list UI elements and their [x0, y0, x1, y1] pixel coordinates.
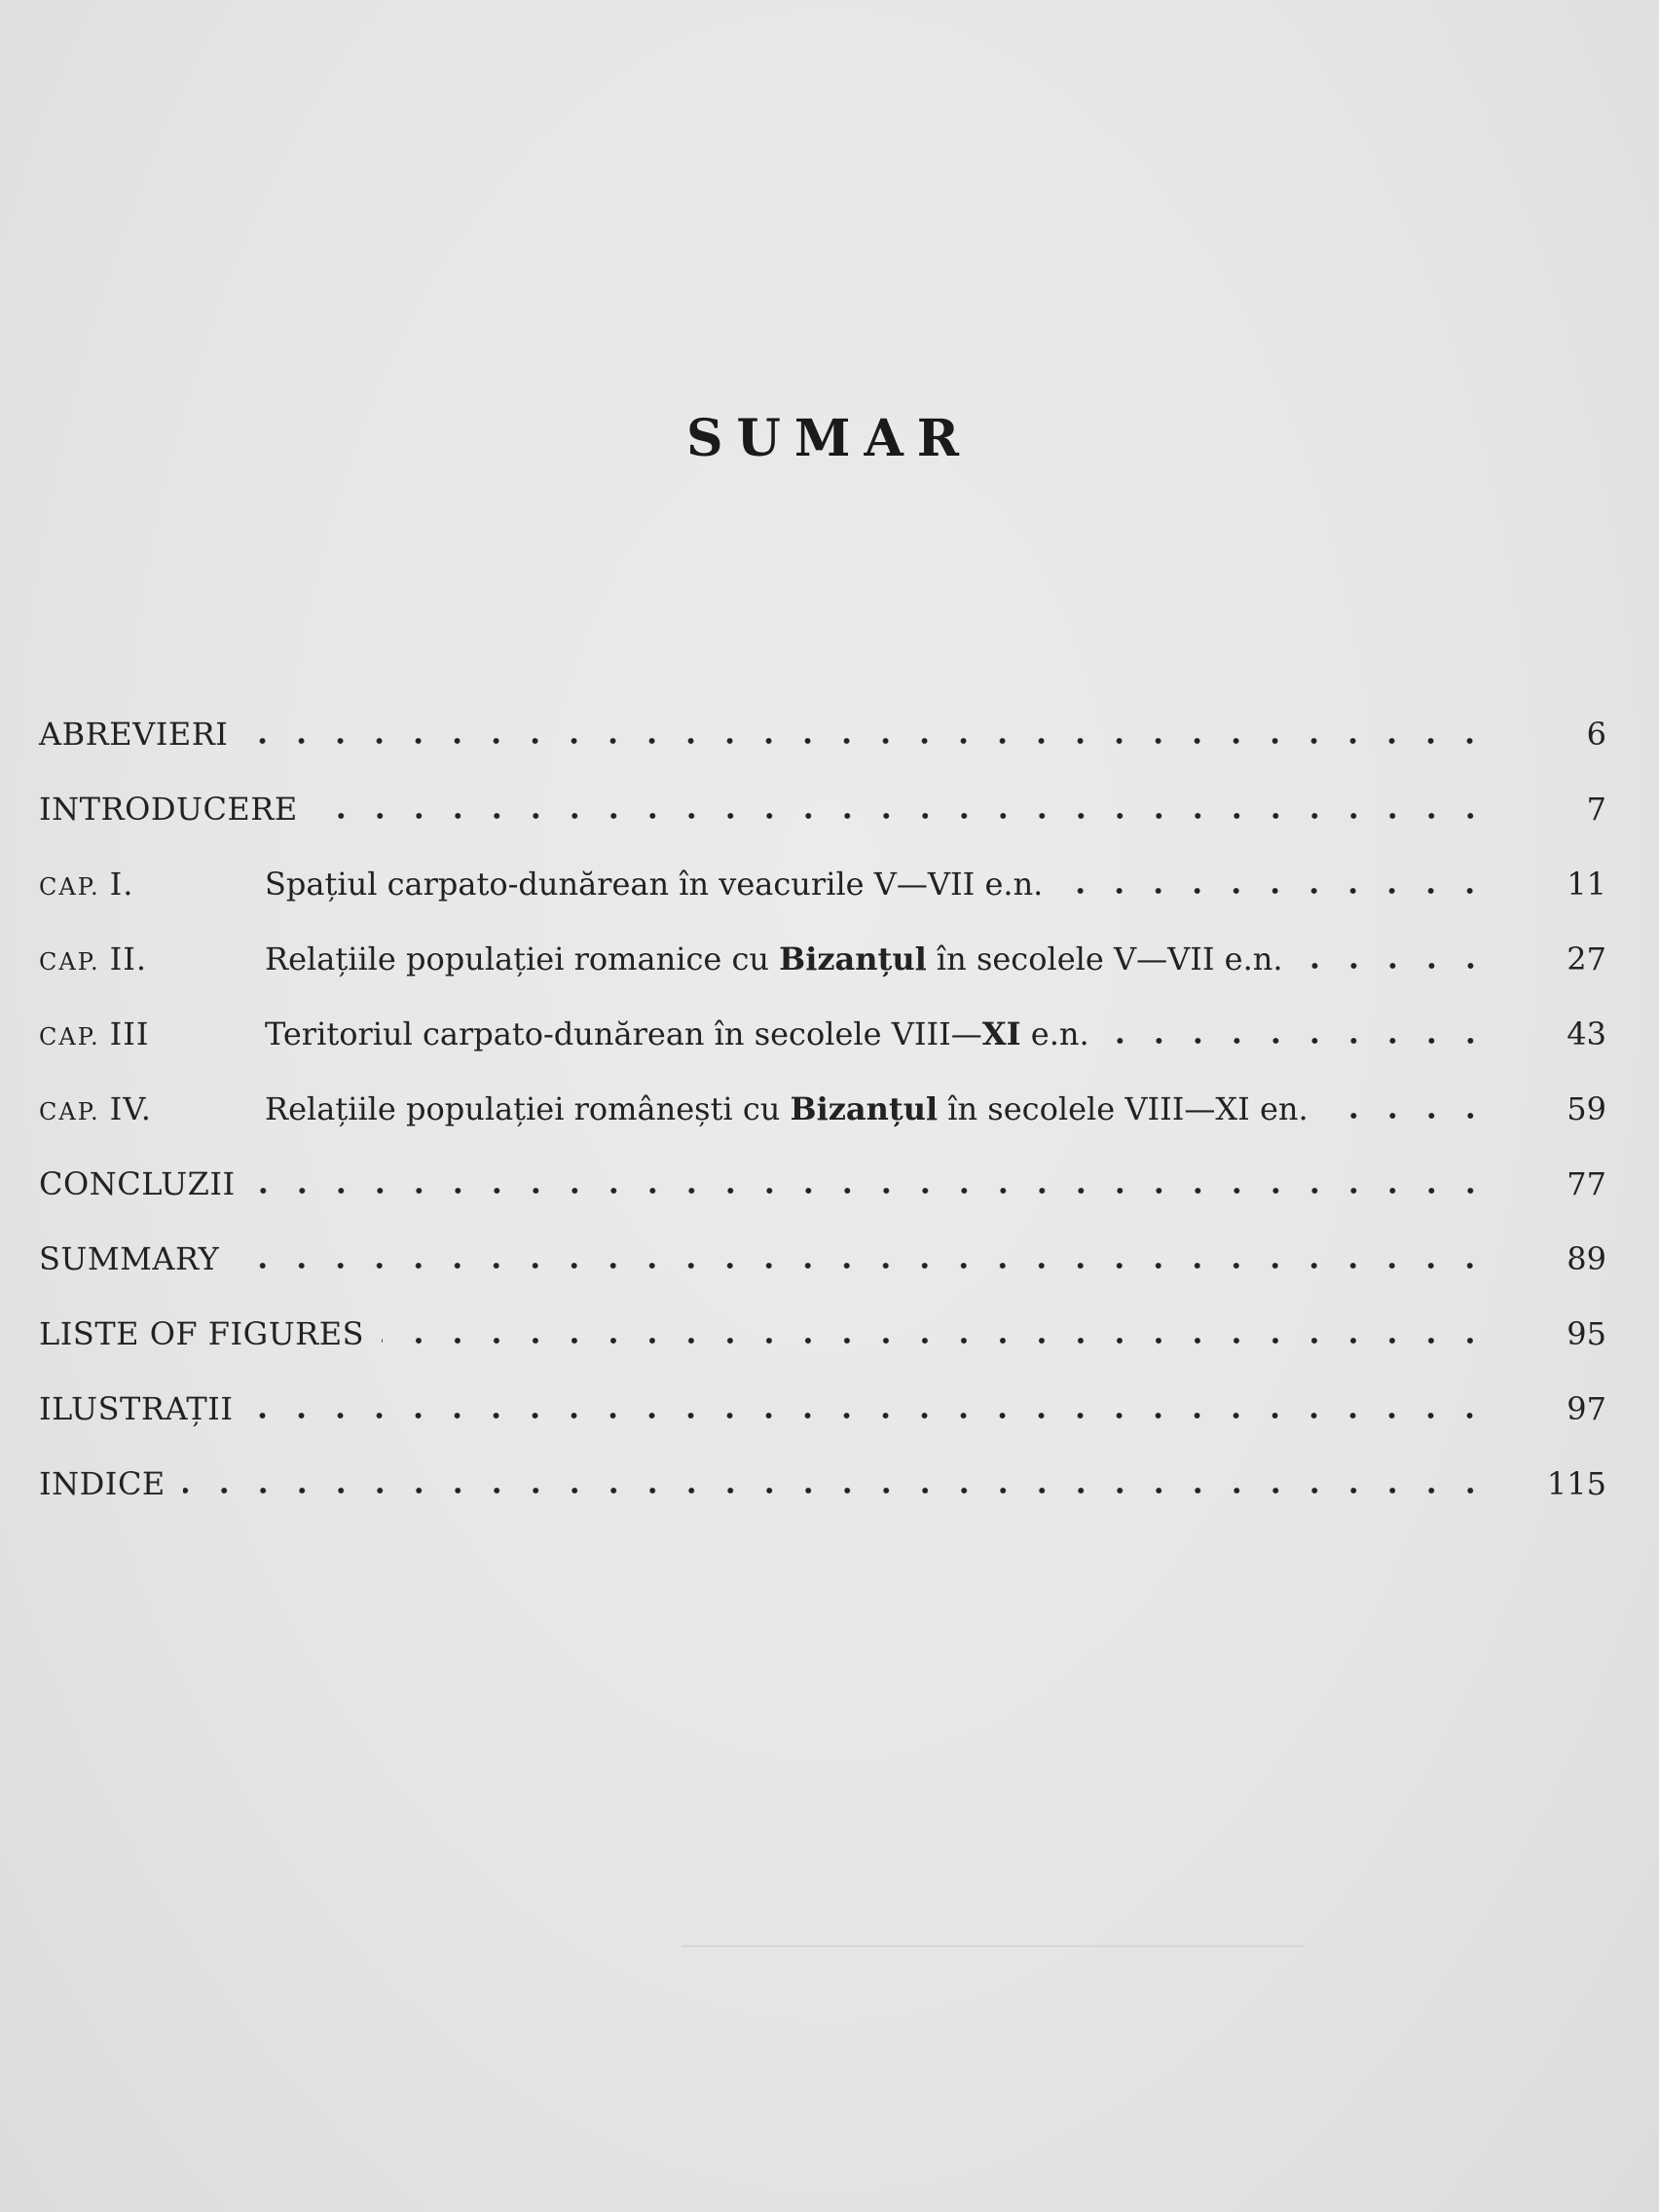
toc-entry-ilustratii [39, 1371, 1606, 1446]
toc-entry-concluzii [39, 1146, 1606, 1221]
toc-page-number: 6 [1586, 715, 1606, 753]
toc-entry-introducere [39, 771, 1606, 846]
toc-entry-chapter-3 [39, 996, 1606, 1071]
toc-page-number: 11 [1567, 865, 1606, 903]
dot-leader [250, 1413, 1490, 1419]
page-title: SUMAR [685, 409, 974, 468]
toc-page-number: 89 [1567, 1239, 1606, 1277]
dot-leader [315, 813, 1490, 819]
toc-page-number: 95 [1567, 1314, 1606, 1352]
toc-page-number: 7 [1586, 790, 1606, 828]
toc-page-number: 27 [1567, 940, 1606, 977]
toc-page-number: 59 [1567, 1089, 1606, 1127]
toc-entry-chapter-1 [39, 846, 1606, 921]
toc-entry-label: INDICE [39, 1464, 166, 1502]
toc-entry-abrevieri [39, 696, 1606, 771]
dot-leader [237, 1263, 1490, 1269]
dot-leader [1107, 1038, 1490, 1044]
toc-entry-chapter-2 [39, 921, 1606, 996]
toc-entry-label: ILUSTRAȚII [39, 1389, 234, 1427]
chapter-number: CAP. III [39, 1014, 150, 1052]
toc-entry-summary [39, 1221, 1606, 1296]
chapter-number: CAP. II. [39, 940, 148, 977]
chapter-number: CAP. IV. [39, 1089, 152, 1127]
toc-entry-label: ABREVIERI [39, 715, 229, 753]
toc-entry-figures [39, 1296, 1606, 1371]
dot-leader [183, 1488, 1490, 1493]
dot-leader [1301, 963, 1490, 969]
dot-leader [1326, 1113, 1490, 1119]
divider [682, 1945, 1305, 1947]
toc-entry-label: INTRODUCERE [39, 790, 298, 828]
chapter-number: CAP. I. [39, 865, 134, 903]
dot-leader [253, 1188, 1490, 1194]
chapter-title: Relațiile populației românești cu Bizanțul în secolele VIII—XI en. [265, 1089, 1309, 1127]
dot-leader [382, 1338, 1490, 1344]
toc-page-number: 97 [1567, 1389, 1606, 1427]
toc-page-number: 77 [1567, 1164, 1606, 1202]
chapter-title: Spațiul carpato-dunărean în veacurile V—VII e.n. [265, 865, 1044, 903]
table-of-contents [39, 696, 1606, 1521]
toc-entry-indice [39, 1446, 1606, 1521]
faded-imprint-bleedthrough [623, 1937, 1363, 1955]
toc-entry-label: CONCLUZII [39, 1164, 236, 1202]
chapter-title: Teritoriul carpato-dunărean în secolele VIII—XI e.n. [265, 1014, 1089, 1052]
toc-page-number: 43 [1567, 1014, 1606, 1052]
toc-entry-label: SUMMARY [39, 1239, 220, 1277]
toc-page-number: 115 [1546, 1464, 1606, 1502]
dot-leader [1060, 888, 1490, 894]
chapter-title: Relațiile populației romanice cu Bizanțul în secolele V—VII e.n. [265, 940, 1283, 977]
dot-leader [245, 738, 1490, 744]
toc-entry-chapter-4 [39, 1071, 1606, 1146]
toc-entry-label: LISTE OF FIGURES [39, 1314, 365, 1352]
